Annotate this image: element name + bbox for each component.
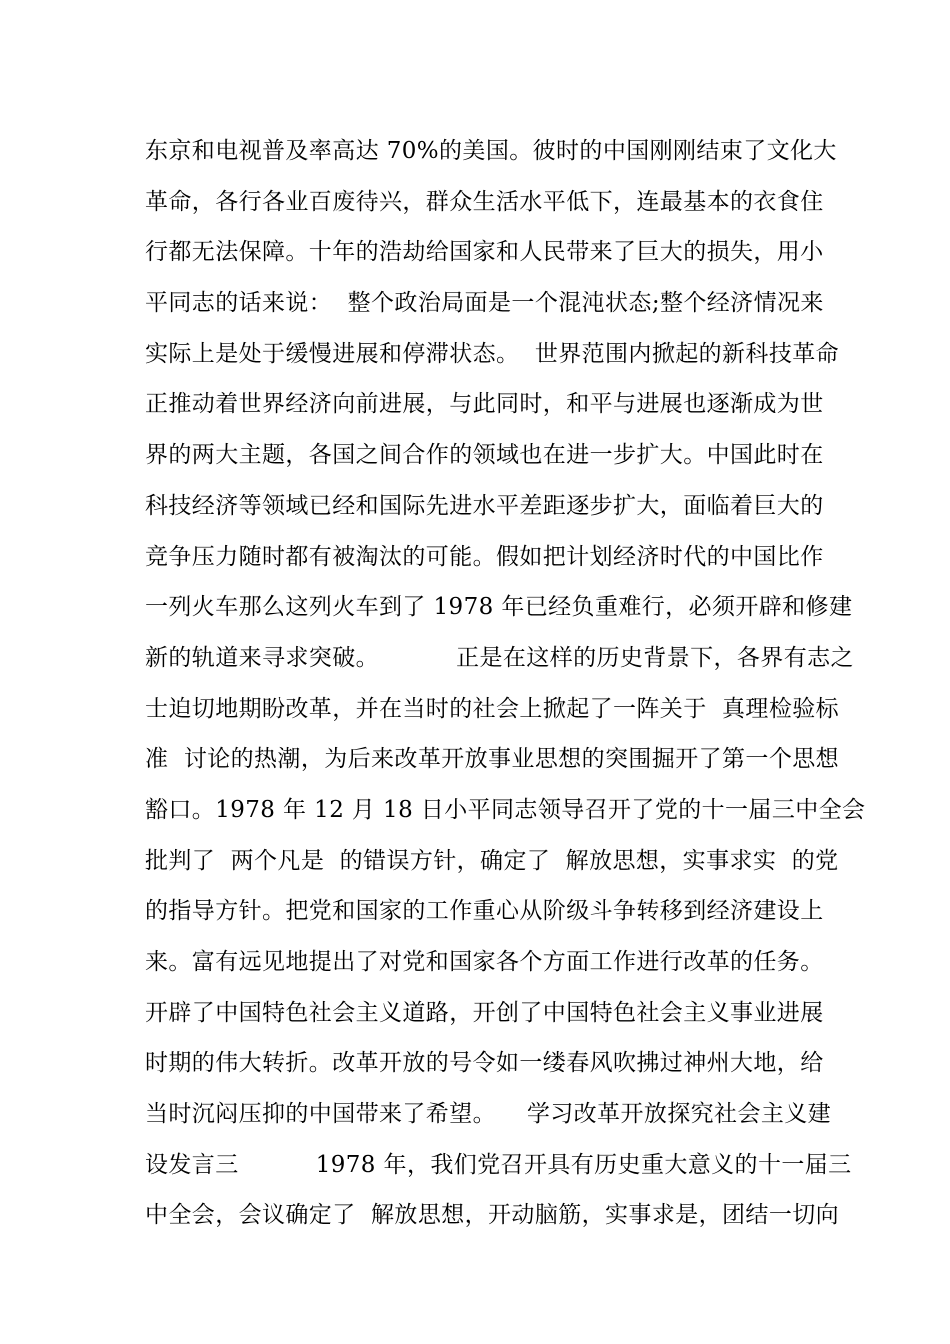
text-line: 平同志的话来说： 整个政治局面是一个混沌状态;整个经济情况来 [145, 290, 824, 317]
text-line: 批判了 两个凡是 的错误方针，确定了 解放思想，实事求实 的党 [145, 847, 839, 874]
text-line: 设发言三 1978 年，我们党召开具有历史重大意义的十一届三 [145, 1151, 852, 1178]
text-line: 革命，各行各业百废待兴，群众生活水平低下，连最基本的衣食住 [145, 188, 824, 215]
body-text [145, 126, 866, 1241]
text-line: 科技经济等领域已经和国际先进水平差距逐步扩大，面临着巨大的 [145, 492, 824, 519]
text-line: 时期的伟大转折。改革开放的号令如一缕春风吹拂过神州大地，给 [145, 1050, 824, 1077]
text-line: 行都无法保障。十年的浩劫给国家和人民带来了巨大的损失，用小 [145, 239, 824, 266]
text-line: 豁口。1978 年 12 月 18 日小平同志领导召开了党的十一届三中全会 [145, 796, 866, 823]
text-line: 一列火车那么这列火车到了 1978 年已经负重难行，必须开辟和修建 [145, 594, 853, 621]
text-line: 来。富有远见地提出了对党和国家各个方面工作进行改革的任务。 [145, 949, 824, 975]
text-line: 开辟了中国特色社会主义道路，开创了中国特色社会主义事业进展 [145, 999, 824, 1026]
text-line: 新的轨道来寻求突破。 正是在这样的历史背景下，各界有志之 [145, 644, 854, 671]
text-line: 当时沉闷压抑的中国带来了希望。 学习改革开放探究社会主义建 [145, 1101, 832, 1128]
text-line: 界的两大主题，各国之间合作的领域也在进一步扩大。中国此时在 [145, 442, 824, 469]
text-line: 士迫切地期盼改革，并在当时的社会上掀起了一阵关于 真理检验标 [145, 695, 840, 722]
text-line: 的指导方针。把党和国家的工作重心从阶级斗争转移到经济建设上 [145, 898, 824, 925]
text-line: 准 讨论的热潮，为后来改革开放事业思想的突围掘开了第一个思想 [145, 746, 840, 773]
text-line: 中全会，会议确定了 解放思想，开动脑筋，实事求是，团结一切向 [145, 1202, 840, 1229]
text-line: 正推动着世界经济向前进展，与此同时，和平与进展也逐渐成为世 [145, 391, 824, 418]
text-line: 实际上是处于缓慢进展和停滞状态。 世界范围内掀起的新科技革命 [145, 340, 840, 367]
text-line: 东京和电视普及率高达 70%的美国。彼时的中国刚刚结束了文化大 [145, 138, 837, 164]
text-line: 竞争压力随时都有被淘汰的可能。假如把计划经济时代的中国比作 [145, 543, 824, 570]
